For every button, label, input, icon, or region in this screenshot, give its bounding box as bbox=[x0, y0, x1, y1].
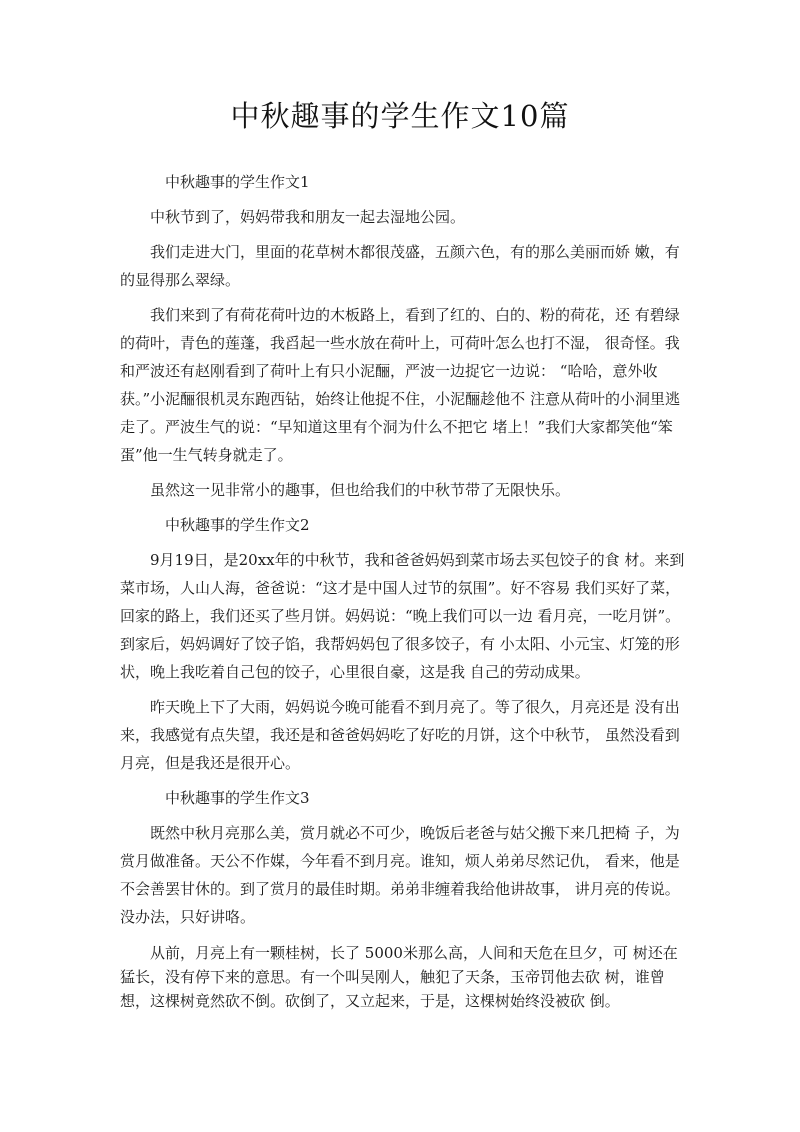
paragraph: 昨天晚上下了大雨，妈妈说今晚可能看不到月亮了。等了很久，月亮还是 没有出来，我感觉有点失望，我还是和爸爸妈妈吃了好吃的月饼，这个中秋节， 虽然没看到月亮，但是我还是很开心。 bbox=[120, 698, 680, 772]
section-heading: 中秋趣事的学生作文2 bbox=[165, 516, 310, 534]
paragraph: 中秋节到了，妈妈带我和朋友一起去湿地公园。 bbox=[150, 208, 466, 226]
paragraph: 从前，月亮上有一颗桂树，长了 5000米那么高，人间和天危在旦夕，可 树还在猛长，没有停下来的意思。有一个叫吴刚人，触犯了天条，玉帝罚他去砍 树，谁曾想，这棵树竟然砍不倒。砍倒了，又立起来，于是，这棵树始终没被砍 倒。 bbox=[120, 944, 678, 1010]
paragraph: 既然中秋月亮那么美，赏月就必不可少，晚饭后老爸与姑父搬下来几把椅 子，为赏月做准备。天公不作媒，今年看不到月亮。谁知，烦人弟弟尽然记仇， 看来，他是不会善罢甘休的。到了赏月的最佳时期。弟弟非缠着我给他讲故事， 讲月亮的传说。没办法，只好讲咯。 bbox=[120, 824, 680, 926]
document-body bbox=[120, 168, 688, 1020]
section-heading: 中秋趣事的学生作文3 bbox=[165, 789, 310, 807]
paragraph: 我们来到了有荷花荷叶边的木板路上，看到了红的、白的、粉的荷花，还 有碧绿的荷叶，青色的莲蓬，我舀起一些水放在荷叶上，可荷叶怎么也打不湿， 很奇怪。我和严波还有赵刚看到了荷叶上有只小泥酾，严波一边捉它一边说： “哈哈，意外收获。”小泥酾很机灵东跑西钻，始终让他捉不住，小泥酾趁他不 注意从荷叶的小洞里逃走了。严波生气的说：“早知道这里有个洞为什么不把它 堵上！”我们大家都笑他“笨蛋”他一生气转身就走了。 bbox=[120, 306, 680, 464]
document-title: 中秋趣事的学生作文10篇 bbox=[230, 99, 570, 133]
section-heading: 中秋趣事的学生作文1 bbox=[165, 173, 310, 191]
paragraph: 9月19日，是20xx年的中秋节，我和爸爸妈妈到菜市场去买包饺子的食 材。来到菜市场，人山人海，爸爸说：“这才是中国人过节的氛围”。好不容易 我们买好了菜，回家的路上，我们还买了些月饼。妈妈说：“晚上我们可以一边 看月亮，一吃月饼”。到家后，妈妈调好了饺子馅，我帮妈妈包了很多饺子，有 小太阳、小元宝、灯笼的形状，晚上我吃着自己包的饺子，心里很自豪，这是我 自己的劳动成果。 bbox=[120, 551, 685, 681]
paragraph: 我们走进大门，里面的花草树木都很茂盛，五颜六色，有的那么美丽而娇 嫩，有的显得那么翠绿。 bbox=[120, 243, 680, 289]
paragraph: 虽然这一见非常小的趣事，但也给我们的中秋节带了无限快乐。 bbox=[150, 481, 571, 499]
